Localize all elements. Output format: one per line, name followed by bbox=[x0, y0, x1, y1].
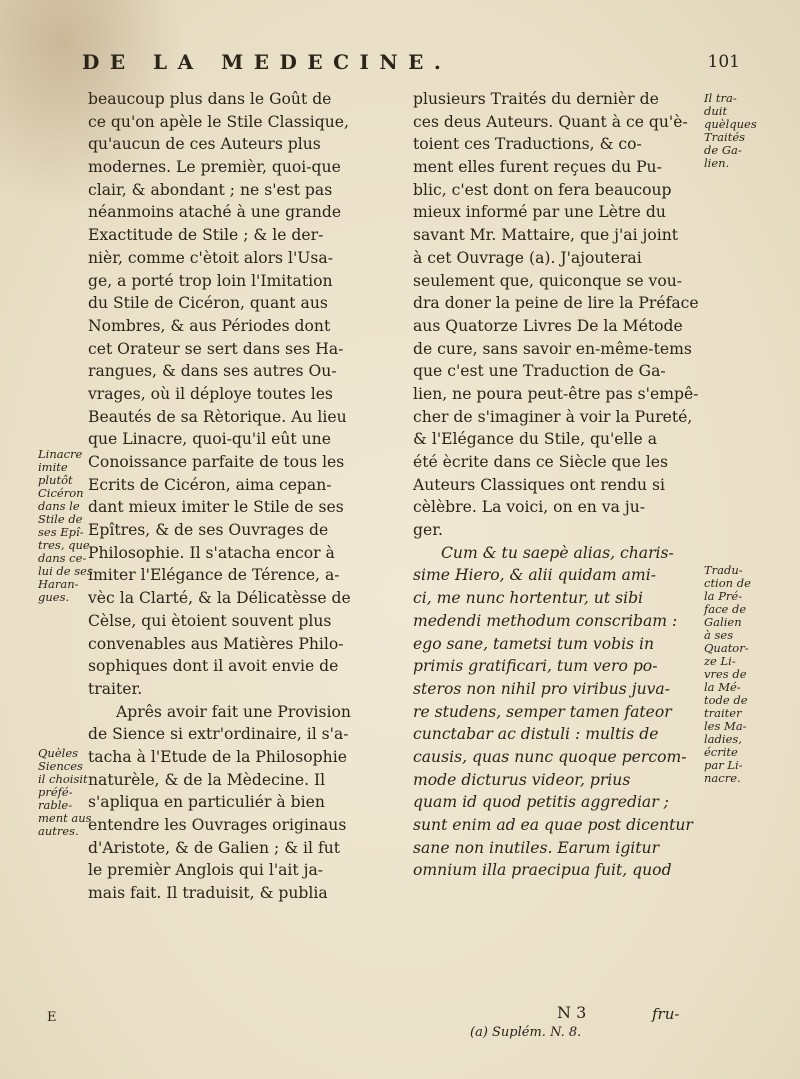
margin-note-line: Quèles bbox=[38, 746, 79, 760]
text-line: steros non nihil pro viribus juva- bbox=[413, 679, 670, 698]
margin-note-line: ction de bbox=[704, 576, 751, 590]
text-line: entendre les Ouvrages originaus bbox=[88, 816, 347, 834]
margin-note-line: Cicéron bbox=[38, 486, 84, 500]
text-line: savant Mr. Mattaire, que j'ai joint bbox=[413, 226, 679, 245]
text-line: aus Quatorze Livres De la Métode bbox=[413, 316, 683, 335]
margin-note-line: duit bbox=[704, 104, 728, 118]
text-line: nièr, comme c'ètoit alors l'Usa- bbox=[88, 248, 333, 267]
text-line: medendi methodum conscribam : bbox=[413, 611, 678, 630]
page-number: 101 bbox=[707, 52, 740, 72]
margin-note-line: lien. bbox=[704, 156, 730, 170]
text-line: ment elles furent reçues du Pu- bbox=[413, 158, 662, 177]
margin-note-line: à ses bbox=[704, 628, 734, 642]
text-line: dant mieux imiter le Stile de ses bbox=[88, 498, 344, 517]
text-line: Aprês avoir fait une Provision bbox=[116, 702, 351, 721]
text-line: rangues, & dans ses autres Ou- bbox=[88, 362, 337, 381]
text-line: sime Hiero, & alii quidam ami- bbox=[413, 566, 656, 585]
margin-note-line: Stile de bbox=[38, 512, 83, 526]
text-line: mais fait. Il traduisit, & publia bbox=[88, 884, 328, 903]
text-line: dra doner la peine de lire la Préface bbox=[413, 294, 699, 313]
text-line: sophiques dont il avoit envie de bbox=[88, 657, 339, 676]
margin-note-line: tres, que bbox=[38, 538, 90, 552]
text-line: & l'Elégance du Stile, qu'elle a bbox=[413, 430, 657, 449]
margin-note-line: écrite bbox=[704, 745, 738, 759]
text-line: ces deus Auteurs. Quant à ce qu'è- bbox=[413, 112, 688, 131]
catchword: fru- bbox=[652, 1005, 680, 1023]
text-line: été ècrite dans ce Siècle que les bbox=[413, 453, 668, 471]
margin-note-line: Traités bbox=[704, 130, 746, 144]
margin-note-line: ladies, bbox=[704, 732, 742, 746]
text-line: mode dicturus videor, prius bbox=[413, 770, 631, 789]
text-line: naturèle, & de la Mèdecine. Il bbox=[88, 770, 326, 789]
text-line: imiter l'Elégance de Térence, a- bbox=[88, 566, 340, 585]
margin-note-line: lui de ses bbox=[38, 564, 93, 578]
text-line: Auteurs Classiques ont rendu si bbox=[413, 475, 666, 494]
margin-note-line: Tradu- bbox=[704, 563, 743, 577]
margin-note-line: vres de bbox=[704, 667, 747, 681]
text-line: sane non inutiles. Earum igitur bbox=[413, 838, 660, 857]
margin-note-line: quèlques bbox=[704, 117, 757, 131]
footnote: (a) Suplém. N. 8. bbox=[470, 1025, 582, 1040]
text-line: à cet Ouvrage (a). J'ajouterai bbox=[413, 248, 642, 267]
margin-note-line: de Ga- bbox=[704, 143, 742, 157]
margin-note-line: ze Li- bbox=[704, 654, 736, 668]
margin-note-line: la Mé- bbox=[704, 680, 741, 694]
margin-note-line: dans ce- bbox=[38, 551, 87, 565]
left-margin-note-sciences bbox=[38, 746, 92, 838]
margin-note-line: nacre. bbox=[704, 771, 741, 785]
margin-note-line: Linacre bbox=[38, 447, 83, 461]
text-line: s'apliqua en particuliér à bien bbox=[88, 793, 325, 812]
text-line: que c'est une Traduction de Ga- bbox=[413, 362, 666, 381]
margin-note-line: la Pré- bbox=[704, 589, 743, 603]
text-line: sunt enim ad ea quae post dicentur bbox=[413, 816, 693, 834]
text-line: que Linacre, quoi-qu'il eût une bbox=[88, 430, 331, 449]
text-line: Philosophie. Il s'atacha encor à bbox=[88, 543, 335, 562]
left-margin-note-linacre bbox=[38, 447, 93, 604]
text-line: Ecrits de Cicéron, aima cepan- bbox=[88, 475, 332, 494]
margin-note-line: Galien bbox=[704, 615, 742, 629]
right-text-column bbox=[413, 88, 703, 882]
text-line: du Stile de Cicéron, quant aus bbox=[88, 294, 328, 313]
text-line: Cèlse, qui ètoient souvent plus bbox=[88, 611, 332, 630]
margin-note-line: Quator- bbox=[704, 641, 749, 655]
text-line: causis, quas nunc quoque percom- bbox=[413, 747, 687, 766]
running-title: DE LA MEDECINE. bbox=[82, 50, 452, 74]
running-header bbox=[40, 50, 760, 80]
text-line: vrages, où il déploye toutes les bbox=[88, 384, 333, 403]
text-line: clair, & abondant ; ne s'est pas bbox=[88, 180, 333, 199]
text-line: toient ces Traductions, & co- bbox=[413, 135, 642, 154]
text-line: traiter. bbox=[88, 679, 143, 698]
text-line: Cum & tu saepè alias, charis- bbox=[441, 543, 674, 562]
text-line: vèc la Clarté, & la Délicatèsse de bbox=[88, 589, 351, 608]
margin-note-line: gues. bbox=[38, 590, 70, 604]
text-line: Beautés de sa Rètorique. Au lieu bbox=[88, 407, 347, 426]
text-line: néanmoins ataché à une grande bbox=[88, 203, 342, 222]
right-margin-note-preface bbox=[704, 564, 766, 785]
text-line: Conoissance parfaite de tous les bbox=[88, 453, 345, 471]
text-line: ger. bbox=[413, 521, 443, 540]
margin-note-line: ses Epî- bbox=[38, 525, 84, 539]
text-line: le premièr Anglois qui l'ait ja- bbox=[88, 861, 324, 880]
margin-note-line: imite bbox=[38, 460, 68, 474]
text-line: Exactitude de Stile ; & le der- bbox=[88, 226, 324, 245]
text-line: Nombres, & aus Périodes dont bbox=[88, 316, 331, 335]
margin-note-line: il choisit bbox=[38, 772, 88, 786]
text-line: re studens, semper tamen fateor bbox=[413, 702, 672, 721]
text-line: blic, c'est dont on fera beaucoup bbox=[413, 180, 672, 199]
text-line: ce qu'on apèle le Stile Classique, bbox=[88, 112, 349, 131]
text-line: mieux informé par une Lètre du bbox=[413, 203, 666, 222]
margin-note-line: les Ma- bbox=[704, 719, 747, 733]
text-line: tacha à l'Etude de la Philosophie bbox=[88, 747, 347, 766]
margin-note-line: rable- bbox=[38, 798, 73, 812]
text-line: cet Orateur se sert dans ses Ha- bbox=[88, 339, 344, 358]
margin-note-line: autres. bbox=[38, 824, 79, 838]
left-text-column bbox=[88, 88, 390, 905]
margin-note-line: Siences bbox=[38, 759, 83, 773]
text-line: primis gratificari, tum vero po- bbox=[413, 657, 658, 676]
margin-note-line: plutôt bbox=[38, 473, 73, 487]
margin-note-line: Haran- bbox=[38, 577, 79, 591]
text-line: beaucoup plus dans le Goût de bbox=[88, 90, 332, 108]
text-line: convenables aus Matières Philo- bbox=[88, 634, 344, 653]
right-margin-note-translations bbox=[704, 92, 766, 170]
margin-note-line: traiter bbox=[704, 706, 742, 720]
text-line: Epîtres, & de ses Ouvrages de bbox=[88, 521, 329, 540]
margin-note-line: par Li- bbox=[704, 758, 743, 772]
text-line: seulement que, quiconque se vou- bbox=[413, 271, 683, 290]
margin-note-line: préfé- bbox=[38, 785, 73, 799]
page-mark: E bbox=[47, 1010, 57, 1025]
text-line: cèlèbre. La voici, on en va ju- bbox=[413, 498, 646, 517]
text-line: cunctabar ac distuli : multis de bbox=[413, 725, 659, 744]
text-line: ego sane, tametsi tum vobis in bbox=[413, 634, 655, 653]
margin-note-line: dans le bbox=[38, 499, 80, 513]
signature-mark: N 3 bbox=[557, 1003, 587, 1022]
text-line: quam id quod petitis aggrediar ; bbox=[413, 793, 669, 812]
text-line: ci, me nunc hortentur, ut sibi bbox=[413, 589, 644, 608]
margin-note-line: face de bbox=[704, 602, 747, 616]
margin-note-line: tode de bbox=[704, 693, 748, 707]
margin-note-line: ment aus bbox=[38, 811, 92, 825]
text-line: modernes. Le premièr, quoi-que bbox=[88, 158, 341, 177]
text-line: de Sience si extr'ordinaire, il s'a- bbox=[88, 725, 349, 744]
text-line: d'Aristote, & de Galien ; & il fut bbox=[88, 838, 341, 857]
text-line: plusieurs Traités du dernièr de bbox=[413, 90, 659, 108]
text-line: de cure, sans savoir en-même-tems bbox=[413, 339, 692, 358]
text-line: ge, a porté trop loin l'Imitation bbox=[88, 271, 333, 290]
text-line: lien, ne poura peut-être pas s'empê- bbox=[413, 384, 699, 403]
margin-note-line: Il tra- bbox=[704, 91, 737, 105]
text-line: cher de s'imaginer à voir la Pureté, bbox=[413, 407, 693, 426]
text-line: omnium illa praecipua fuit, quod bbox=[413, 861, 672, 880]
text-line: qu'aucun de ces Auteurs plus bbox=[88, 135, 321, 154]
